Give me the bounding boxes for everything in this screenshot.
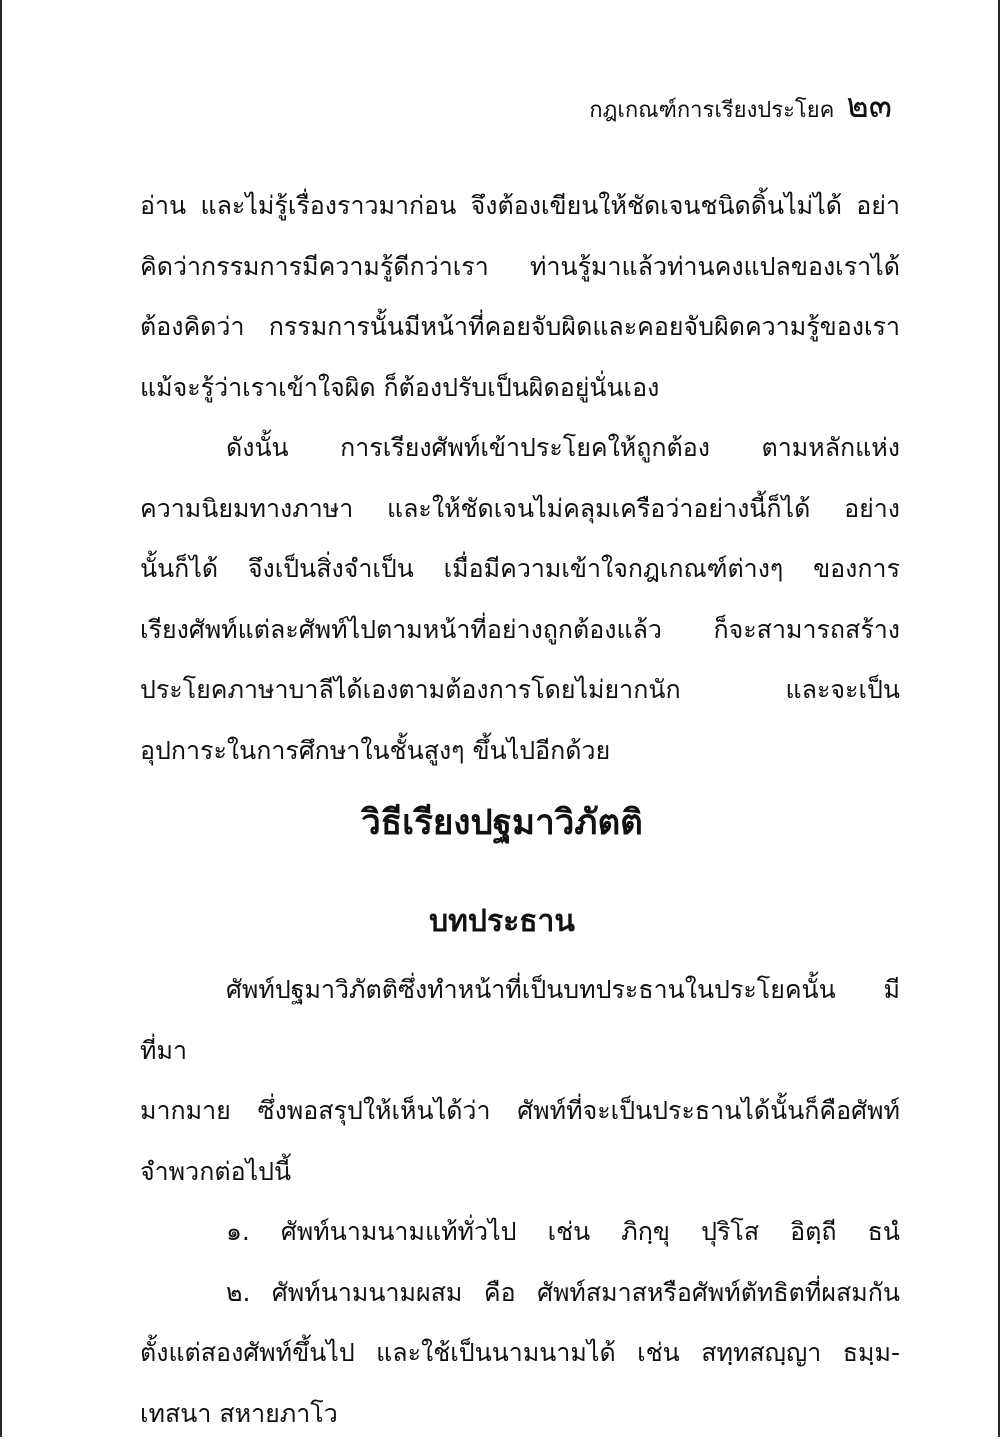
text-line: เรียงศัพท์แต่ละศัพท์ไปตามหน้าที่อย่างถูกต้องแล้ว ก็จะสามารถสร้าง — [140, 600, 900, 661]
text-line: นั้นก็ได้ จึงเป็นสิ่งจำเป็น เมื่อมีความเข้าใจกฎเกณฑ์ต่างๆ ของการ — [140, 539, 900, 600]
text-line: มากมาย ซึ่งพอสรุปให้เห็นได้ว่า ศัพท์ที่จะเป็นประธานได้นั้นก็คือศัพท์ — [140, 1081, 900, 1142]
list-item: ๒. ศัพท์นามนามผสม คือ ศัพท์สมาสหรือศัพท์ตัทธิตที่ผสมกัน — [140, 1263, 900, 1324]
text-line: ต้องคิดว่า กรรมการนั้นมีหน้าที่คอยจับผิดและคอยจับผิดความรู้ของเรา — [140, 297, 900, 358]
chapter-title: วิธีเรียงปฐมาวิภัตติ — [2, 795, 1000, 850]
text-line: อ่าน และไม่รู้เรื่องราวมาก่อน จึงต้องเขียนให้ชัดเจนชนิดดิ้นไม่ได้ อย่า — [140, 176, 900, 237]
section-title: บทประธาน — [2, 898, 1000, 945]
text-line: ศัพท์ปฐมาวิภัตติซึ่งทำหน้าที่เป็นบทประธานในประโยคนั้น มีที่มา — [140, 960, 900, 1081]
body-text-top — [140, 176, 900, 781]
list-item: ๑. ศัพท์นามนามแท้ทั่วไป เช่น ภิกฺขุ ปุริโส อิตฺถี ธนํ — [140, 1202, 900, 1263]
text-line: คิดว่ากรรมการมีความรู้ดีกว่าเรา ท่านรู้มาแล้วท่านคงแปลของเราได้ — [140, 237, 900, 298]
running-header — [589, 78, 892, 132]
text-line: ประโยคภาษาบาลีได้เองตามต้องการโดยไม่ยากนัก และจะเป็น — [140, 660, 900, 721]
text-line: ตั้งแต่สองศัพท์ขึ้นไป และใช้เป็นนามนามได้ เช่น สทฺทสญฺญา ธมฺม- — [140, 1323, 900, 1384]
running-header-title: กฎเกณฑ์การเรียงประโยค — [589, 92, 834, 127]
text-line: แม้จะรู้ว่าเราเข้าใจผิด ก็ต้องปรับเป็นผิดอยู่นั่นเอง — [140, 358, 900, 419]
body-text-bottom — [140, 960, 900, 1444]
text-line: ความนิยมทางภาษา และให้ชัดเจนไม่คลุมเครือว่าอย่างนี้ก็ได้ อย่าง — [140, 479, 900, 540]
text-line: ดังนั้น การเรียงศัพท์เข้าประโยคให้ถูกต้อง ตามหลักแห่ง — [140, 418, 900, 479]
text-line: เทสนา สหายภาโว — [140, 1384, 900, 1444]
page-number: ๒๓ — [846, 78, 892, 132]
text-line: จำพวกต่อไปนี้ — [140, 1142, 900, 1203]
text-line: อุปการะในการศึกษาในชั้นสูงๆ ขึ้นไปอีกด้วย — [140, 721, 900, 782]
